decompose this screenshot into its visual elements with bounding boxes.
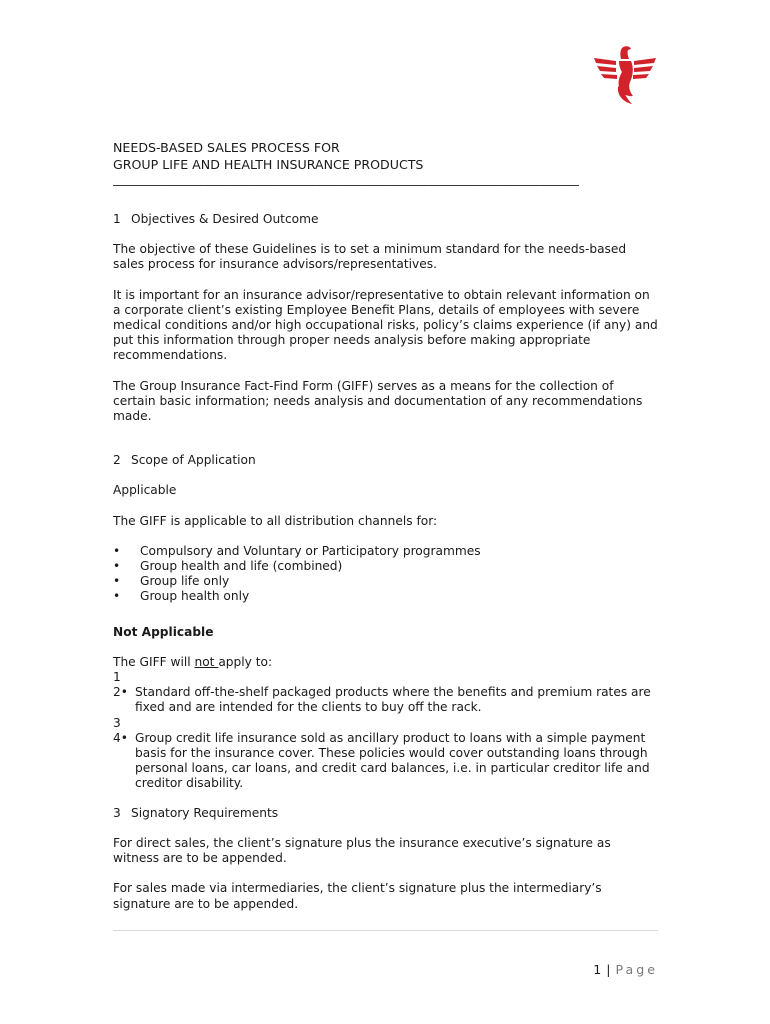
section-3-paragraph-2: For sales made via intermediaries, the client’s signature plus the intermediary’s signature are to be appended. [113,881,602,911]
list-item [113,574,658,589]
page-separator: | [606,962,611,977]
page-footer [560,962,658,977]
section-2-heading [113,453,658,468]
list-item [113,589,658,604]
section-3-heading [113,806,658,821]
section-3-paragraph-1: For direct sales, the client’s signature plus the insurance executive’s signature as witness are to be appended. [113,835,611,866]
not-applicable-intro [113,655,658,670]
list-item-text: Standard off-the-shelf packaged products where the benefits and premium rates are fixed and are intended for the clients to buy off the rack. [135,685,651,715]
section-1-number: 1 [113,212,121,226]
section-1-paragraph-2: It is important for an insurance advisor/representative to obtain relevant information on a corporate client’s existing Employee Benefit Plans, details of employees with severe medical conditions and/or high occupational risks, policy’s claims experience (if any) and put this information through proper needs analysis before making appropriate recommendations. [113,287,658,363]
applicable-label: Applicable [113,483,177,498]
list-item [113,731,658,792]
section-1-paragraph-3: The Group Insurance Fact-Find Form (GIFF) serves as a means for the collection of certain basic information; needs analysis and documentation of any recommendations made. [113,378,643,424]
page-label: Page [615,962,658,977]
list-item [113,544,658,559]
section-1-heading [113,212,658,227]
section-1-title: Objectives & Desired Outcome [131,212,319,226]
not-applicable-label: Not Applicable [113,624,214,639]
bullet-glyph: • [113,543,121,558]
not-applicable-intro-start: The GIFF will [113,654,195,669]
list-marker: 2• [113,685,128,700]
not-applicable-intro-end: apply to: [218,654,273,669]
bullet-glyph: • [113,574,121,589]
footer-divider [113,930,658,931]
bullet-glyph: • [113,589,121,604]
page-number: 1 [593,962,602,977]
list-marker: 4• [113,730,128,745]
section-2-number: 2 [113,453,121,468]
list-item-text: Compulsory and Voluntary or Participatory programmes [140,543,481,558]
list-item-text: Group life only [140,574,230,589]
bullet-glyph: • [113,559,121,574]
applicable-list [113,544,658,605]
not-underlined: not [194,654,219,669]
list-item-text: Group credit life insurance sold as ancillary product to loans with a simple payment basis for the insurance cover. These policies would cover outstanding loans through personal loans, car loans, and credit card balances, i.e. in particular creditor life and creditor disability. [135,730,650,791]
document-title-line-1: NEEDS-BASED SALES PROCESS FOR [113,140,340,155]
section-1-paragraph-1: The objective of these Guidelines is to set a minimum standard for the needs-based sales process for insurance advisors/representatives. [113,242,627,272]
list-number-3: 3 [113,715,121,730]
section-2-title: Scope of Application [131,453,256,468]
list-item [113,559,658,574]
section-3-title: Signatory Requirements [131,805,279,820]
applicable-intro: The GIFF is applicable to all distribution channels for: [113,513,438,528]
title-rule: _______________________________________________________________________________ [113,173,579,186]
list-item-text: Group health and life (combined) [140,559,343,574]
list-item [113,685,658,715]
list-item-text: Group health only [140,589,250,604]
document-title-line-2: GROUP LIFE AND HEALTH INSURANCE PRODUCTS [113,157,424,172]
phoenix-logo-icon [592,44,658,106]
section-3-number: 3 [113,805,121,820]
document-body [113,139,658,912]
list-number-1: 1 [113,670,121,685]
